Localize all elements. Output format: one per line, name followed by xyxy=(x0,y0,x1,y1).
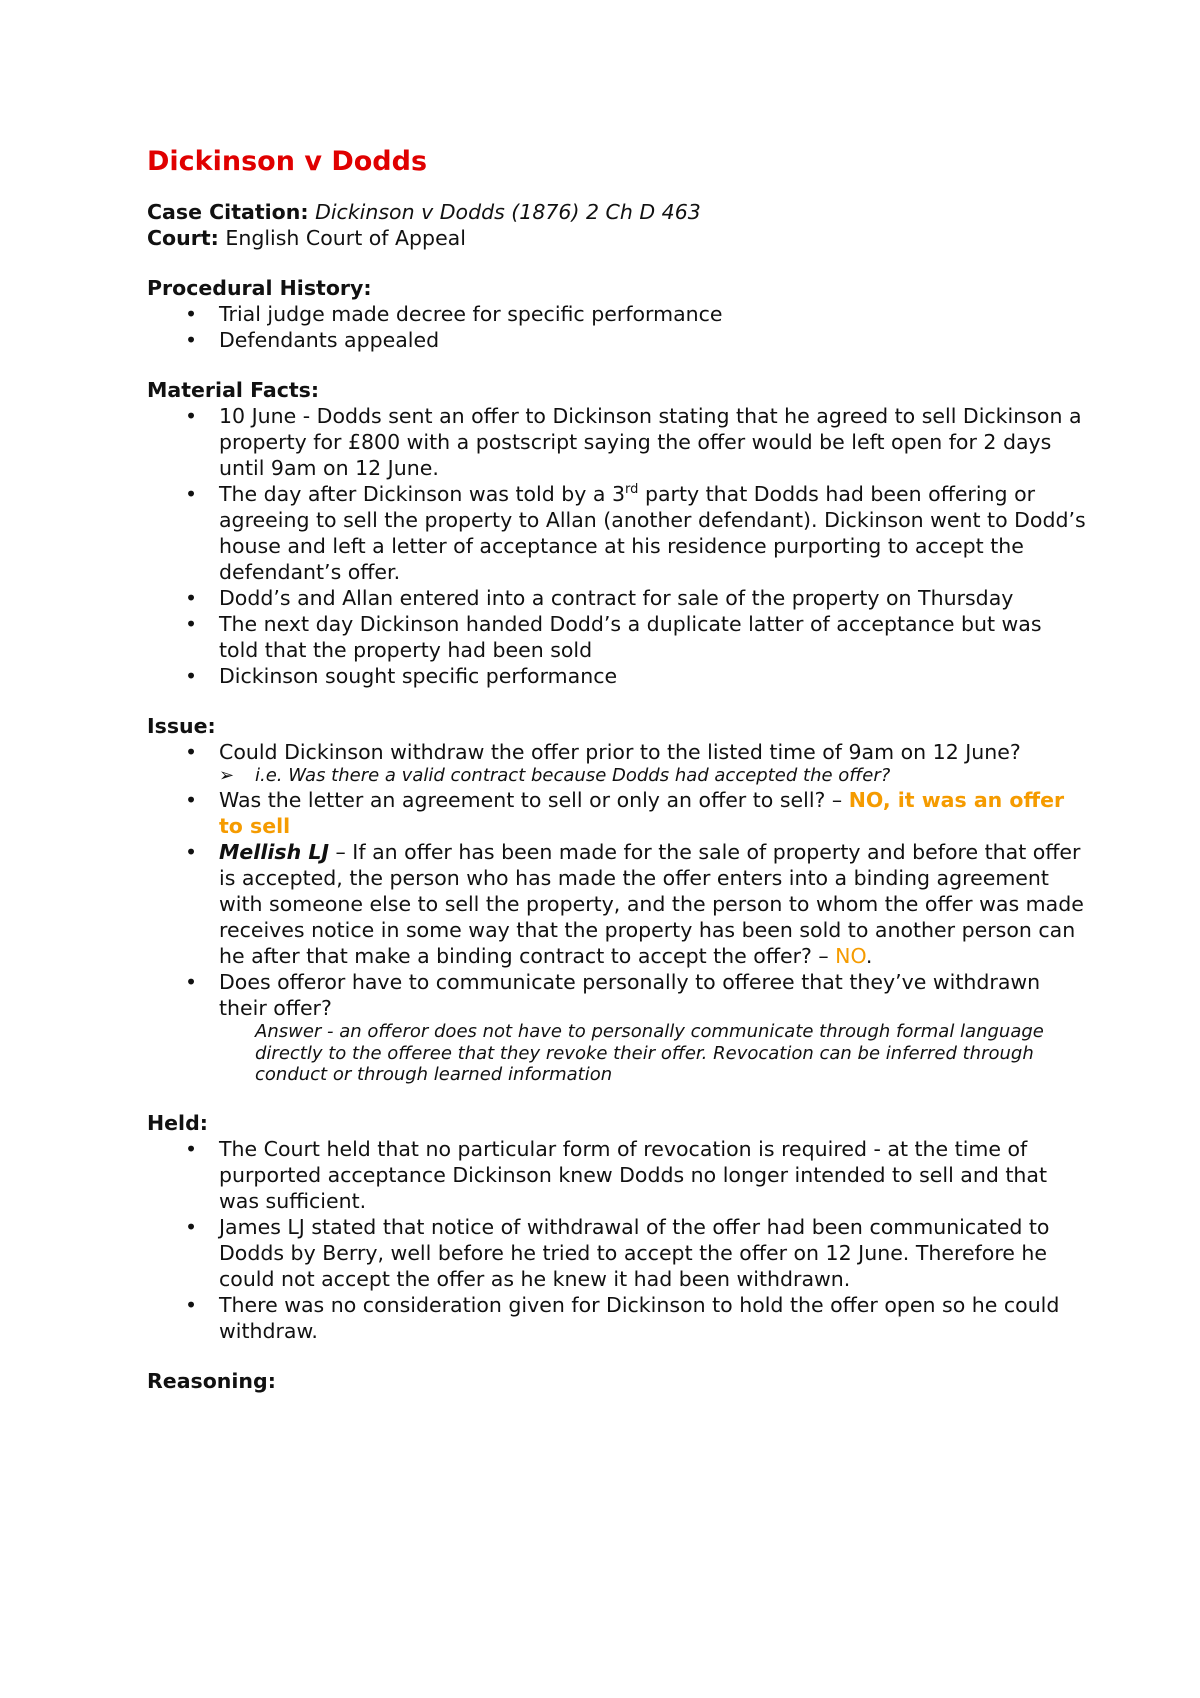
list-item: • Defendants appealed xyxy=(185,328,440,352)
case-citation xyxy=(147,199,1087,225)
bullet-icon: • xyxy=(185,586,198,610)
list-item: • Dodd’s and Allan entered into a contract for sale of the property on Thursday xyxy=(185,586,1014,610)
citation-label: Case Citation: xyxy=(147,200,309,224)
court xyxy=(147,225,1087,251)
highlight-answer: NO xyxy=(835,944,866,968)
list-item: • Trial judge made decree for specific performance xyxy=(185,302,723,326)
bullet-icon: • xyxy=(185,840,198,864)
material-facts-heading: Material Facts: xyxy=(147,378,320,402)
bullet-icon: • xyxy=(185,740,198,764)
bullet-icon: • xyxy=(185,612,198,636)
list-item: • Was the letter an agreement to sell or only an offer to sell? – NO, it was an offer to sell xyxy=(185,788,1065,838)
issue-list-continued xyxy=(147,787,1087,1021)
court-value: English Court of Appeal xyxy=(225,226,466,250)
issue-heading: Issue: xyxy=(147,714,216,738)
bullet-icon: • xyxy=(185,664,198,688)
list-item: • The Court held that no particular form of revocation is required - at the time of purported acceptance Dickinson knew Dodds no longer intended to sell and that was sufficient. xyxy=(185,1136,1048,1213)
bullet-icon: • xyxy=(185,788,198,812)
citation-value: Dickinson v Dodds (1876) 2 Ch D 463 xyxy=(315,200,701,224)
case-title: Dickinson v Dodds xyxy=(147,146,428,177)
bullet-icon: • xyxy=(185,1292,198,1317)
held-heading: Held: xyxy=(147,1110,208,1135)
bullet-icon: • xyxy=(185,328,198,352)
material-facts-list xyxy=(147,403,1087,689)
list-item: • The day after Dickinson was told by a 3rd party that Dodds had been offering or agreeing to sell the property to Allan (another defendant). Dickinson went to Dodd’s house and left a letter of acceptance at his residence purporting to accept the defendant’s offer. xyxy=(185,482,1086,584)
list-item: • Dickinson sought specific performance xyxy=(185,664,618,688)
bullet-icon: • xyxy=(185,482,198,506)
list-item: • There was no consideration given for Dickinson to hold the offer open so he could withdraw. xyxy=(185,1292,1060,1343)
sub-point: ➢ i.e. Was there a valid contract because Dodds had accepted the offer? xyxy=(219,765,891,786)
answer-note: Answer - an offeror does not have to personally communicate through formal language directly to the offeree that they revoke their offer. Revocation can be inferred through conduct or through learned information xyxy=(255,1021,1044,1085)
bullet-icon: • xyxy=(185,1136,198,1161)
list-item: • 10 June - Dodds sent an offer to Dickinson stating that he agreed to sell Dickinson a property for £800 with a postscript saying the offer would be left open for 2 days until 9am on 12 June. xyxy=(185,404,1082,480)
highlight-answer: NO, it was an offer to sell xyxy=(219,788,1065,838)
list-item: • Does offeror have to communicate personally to offeree that they’ve withdrawn their offer? xyxy=(185,970,1041,1020)
bullet-icon: • xyxy=(185,1214,198,1239)
procedural-history-list xyxy=(147,301,1087,353)
court-label: Court: xyxy=(147,226,219,250)
bullet-icon: • xyxy=(185,302,198,326)
procedural-history-heading: Procedural History: xyxy=(147,276,372,300)
judge-name: Mellish LJ xyxy=(219,840,330,864)
reasoning-heading: Reasoning: xyxy=(147,1368,276,1393)
bullet-icon: • xyxy=(185,404,198,428)
held-list xyxy=(147,1136,1087,1344)
arrow-bullet-icon: ➢ xyxy=(219,765,235,786)
list-item: • Could Dickinson withdraw the offer prior to the listed time of 9am on 12 June? xyxy=(185,740,1021,764)
list-item: • The next day Dickinson handed Dodd’s a duplicate latter of acceptance but was told that the property had been sold xyxy=(185,612,1042,662)
issue-list xyxy=(147,739,1087,765)
list-item: • James LJ stated that notice of withdrawal of the offer had been communicated to Dodds by Berry, well before he tried to accept the offer on 12 June. Therefore he could not accept the offer as he knew it had been withdrawn. xyxy=(185,1214,1050,1291)
list-item: • Mellish LJ – If an offer has been made for the sale of property and before that offer is accepted, the person who has made the offer enters into a binding agreement with someone else to sell the property, and the person to whom the offer was made receives notice in some way that the property has been sold to another person can he after that make a binding contract to accept the offer? – NO. xyxy=(185,840,1084,968)
bullet-icon: • xyxy=(185,970,198,994)
document-page xyxy=(147,140,1087,1394)
